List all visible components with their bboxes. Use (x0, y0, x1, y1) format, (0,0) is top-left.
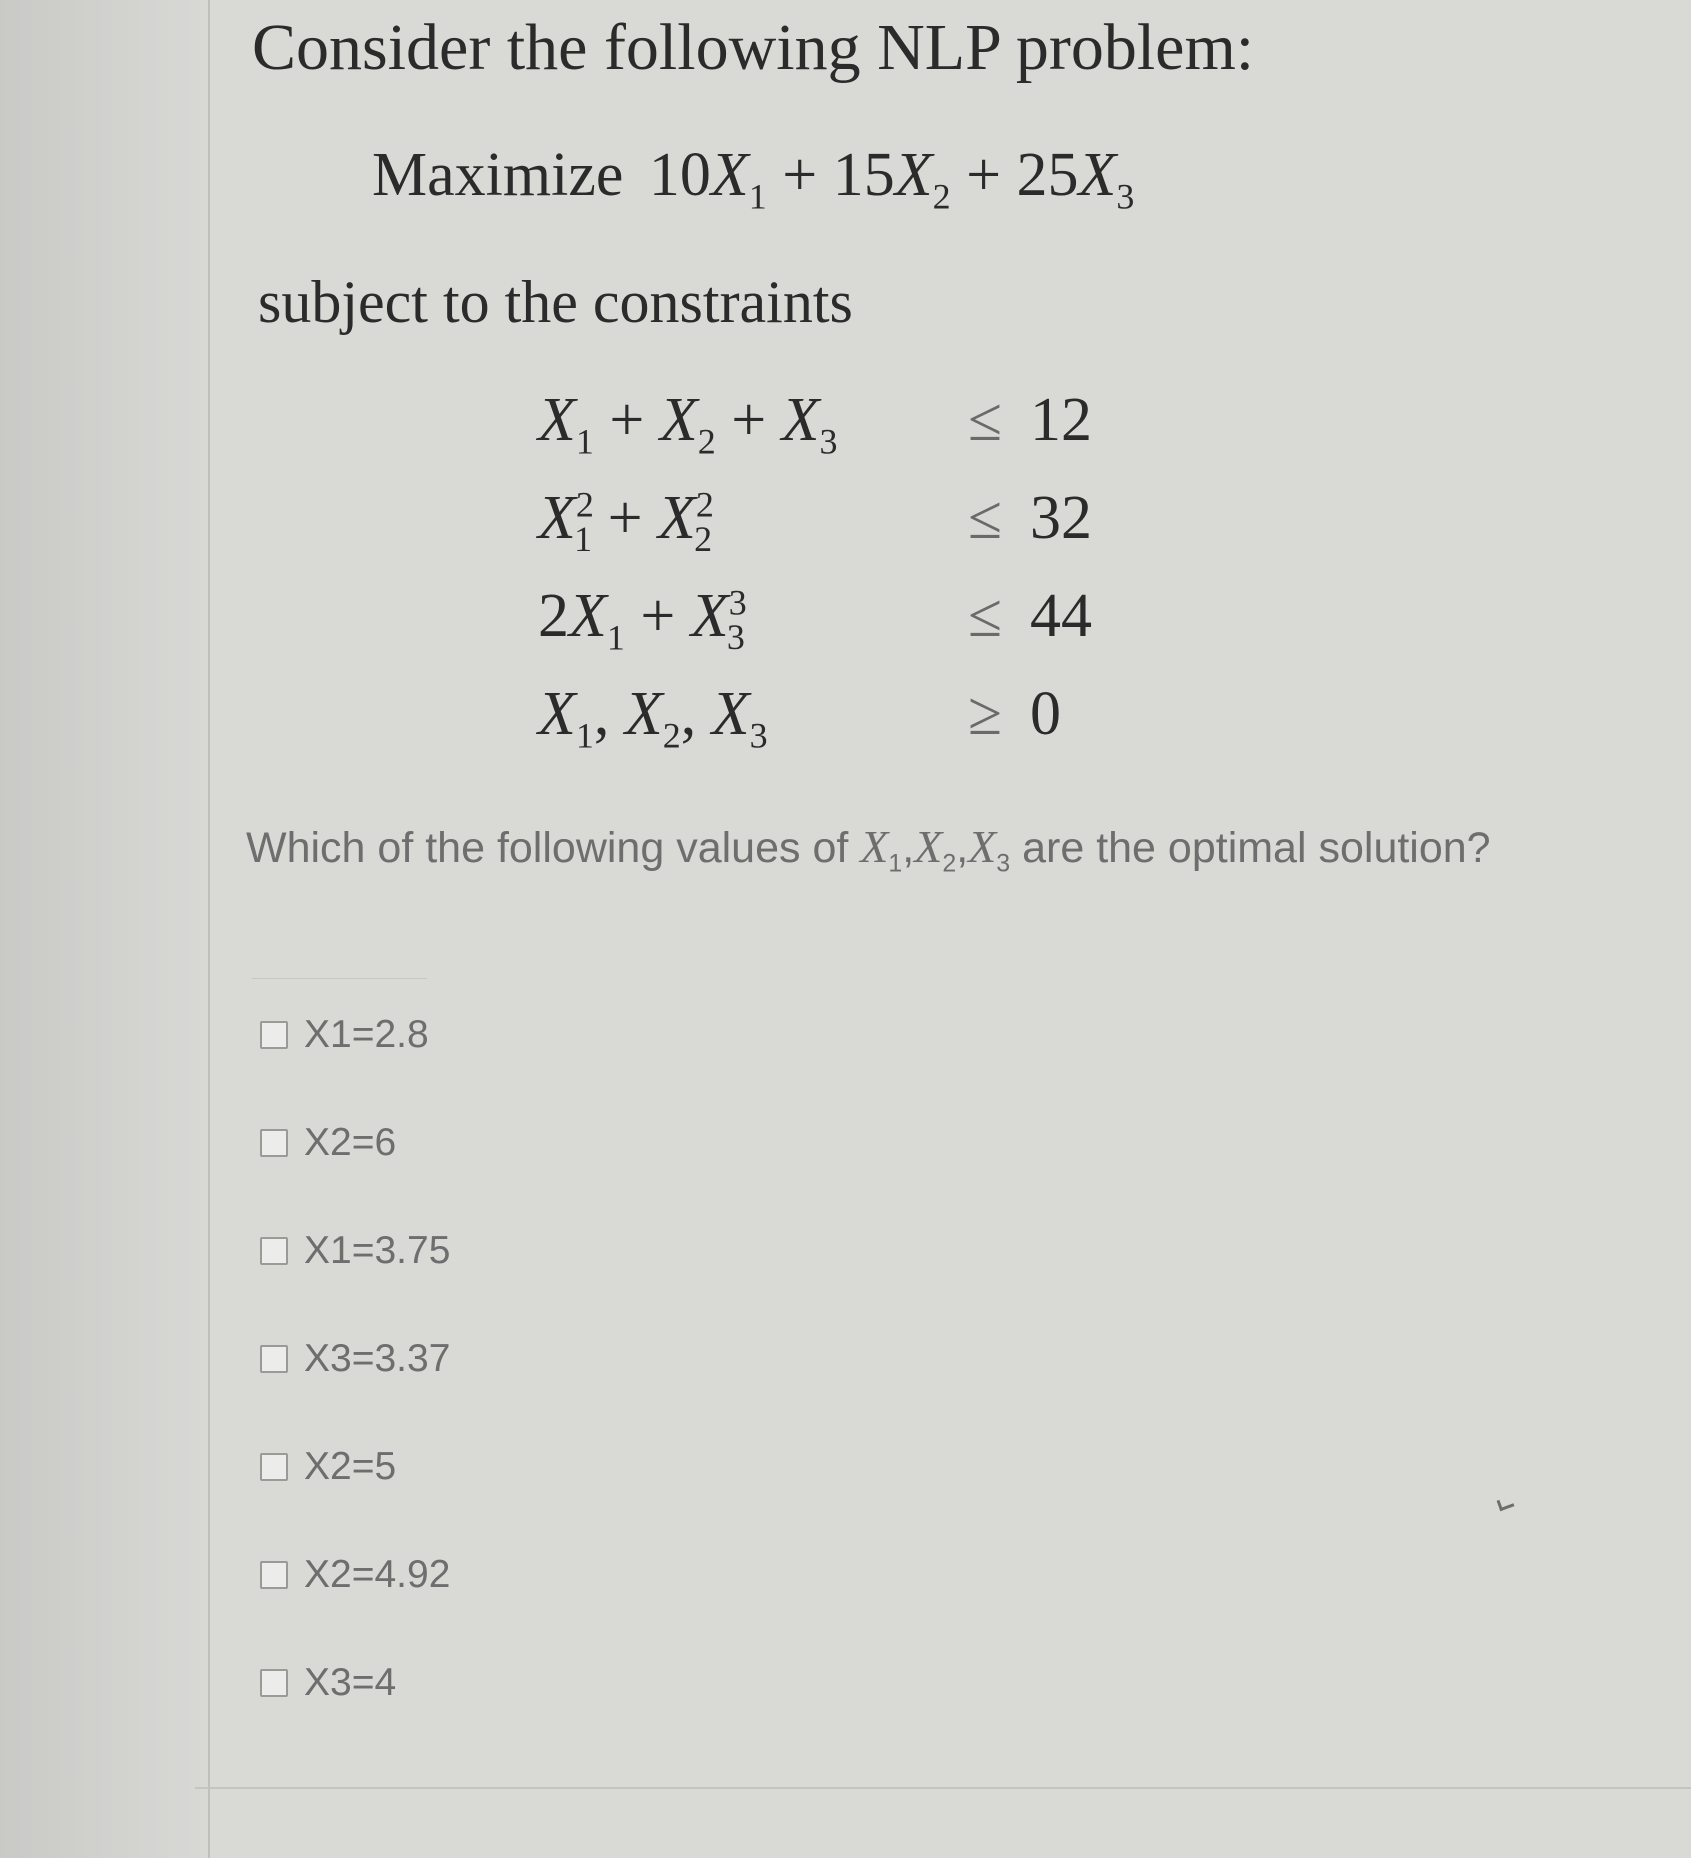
constraint-1-operator: ≤ (968, 386, 1003, 454)
constraint-4-rhs: 0 (1030, 680, 1061, 748)
constraint-3-rhs: 44 (1030, 582, 1092, 650)
checkbox-icon[interactable] (260, 1237, 288, 1265)
plus-sign: + (966, 141, 1002, 209)
constraint-1-rhs: 12 (1030, 386, 1092, 454)
constraint-3-operator: ≤ (968, 582, 1003, 650)
option-x2-5[interactable] (260, 1442, 396, 1492)
option-x2-6[interactable] (260, 1118, 396, 1168)
option-x3-3-37[interactable] (260, 1334, 450, 1384)
page-edge (0, 0, 210, 1858)
constraints-block (538, 385, 1158, 777)
constraint-2 (538, 483, 1158, 581)
constraint-2-operator: ≤ (968, 484, 1003, 552)
option-x2-4-92[interactable] (260, 1550, 450, 1600)
objective-term-1: $10X_1$ (648, 141, 767, 217)
option-label: X3=3.37 (304, 1337, 451, 1380)
subject-to-label: subject to the constraints (258, 269, 853, 335)
constraint-1 (538, 385, 1158, 483)
option-x3-4[interactable] (260, 1658, 396, 1708)
checkbox-icon[interactable] (260, 1669, 288, 1697)
constraint-2-rhs: 32 (1030, 484, 1092, 552)
constraint-3 (538, 581, 1158, 679)
plus-sign: + (782, 141, 818, 209)
option-label: X1=3.75 (304, 1229, 451, 1272)
checkbox-icon[interactable] (260, 1129, 288, 1157)
option-label: X2=6 (304, 1121, 397, 1164)
option-label: X1=2.8 (304, 1013, 429, 1056)
option-x1-3-75[interactable] (260, 1226, 450, 1276)
question-card (230, 0, 1691, 1780)
constraint-4 (538, 679, 1158, 777)
mouse-cursor-icon (1497, 1496, 1515, 1511)
checkbox-icon[interactable] (260, 1021, 288, 1049)
objective-term-3: $25X_3$ (1016, 141, 1135, 217)
objective-function (372, 140, 1134, 217)
option-x1-2-8[interactable] (260, 1010, 429, 1060)
question-text: Which of the following values of $X_1,X_2,X_3$ are the optimal solution? (246, 821, 1491, 878)
option-label: X2=5 (304, 1445, 397, 1488)
option-label: X2=4.92 (304, 1553, 451, 1596)
options-divider (252, 978, 427, 979)
objective-term-2: $15X_2$ (832, 141, 951, 217)
constraint-1-lhs: $X_1 + X_2 + X_3$ (538, 386, 838, 462)
problem-intro: Consider the following NLP problem: (252, 11, 1255, 84)
checkbox-icon[interactable] (260, 1561, 288, 1589)
constraint-4-lhs: $X_1$, $X_2$, $X_3$ (538, 680, 768, 756)
panel-divider (208, 0, 210, 1858)
checkbox-icon[interactable] (260, 1453, 288, 1481)
constraint-4-operator: ≥ (968, 680, 1003, 748)
bottom-rule (195, 1787, 1691, 1789)
constraint-3-lhs: $2X_1 + X^3_3$ (538, 582, 747, 658)
option-label: X3=4 (304, 1661, 397, 1704)
checkbox-icon[interactable] (260, 1345, 288, 1373)
constraint-2-lhs: $X^2_1 + X^2_2$ (538, 484, 714, 560)
objective-keyword: Maximize (372, 141, 624, 209)
